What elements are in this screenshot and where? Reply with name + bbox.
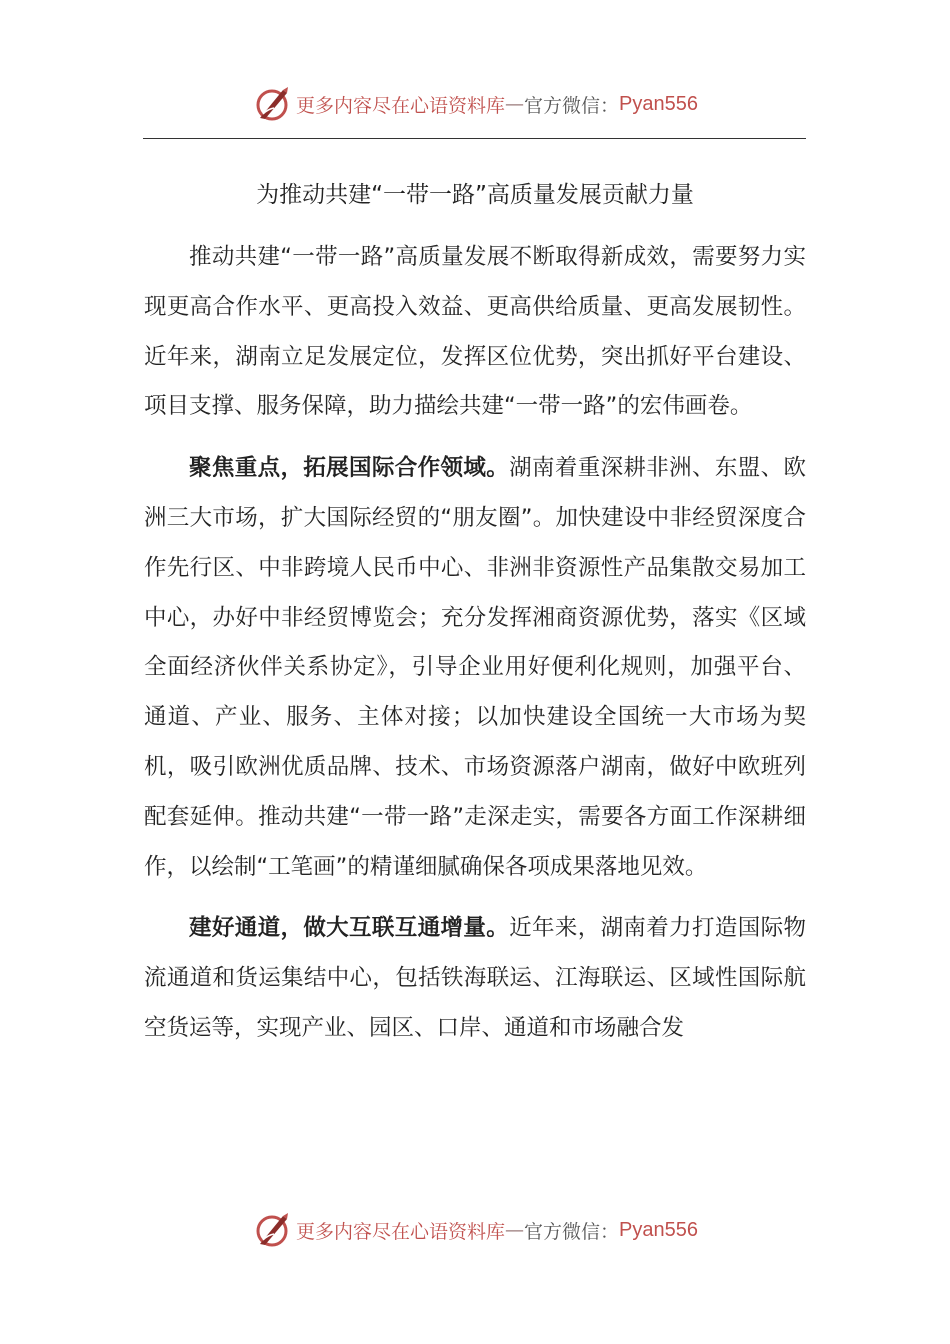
article-body [144,233,806,1054]
section-paragraph-1 [144,444,806,892]
header-official-label: 官方微信： [524,94,620,117]
section-1-text: 湖南着重深耕非洲、东盟、欧洲三大市场，扩大国际经贸的“朋友圈”。加快建设中非经贸深度合作先行区、中非跨境人民币中心、非洲非资源性产品集散交易加工中心，办好中非经贸博览会；充分发挥湘商资源优势，落实《区域全面经济伙伴关系协定》，引导企业用好便利化规则，加强平台、通道、产业、服务、主体对接；以加快建设全国统一大市场为契机，吸引欧洲优质品牌、技术、市场资源落户湖南，做好中欧班列配套延伸。推动共建“一带一路”走深走实，需要各方面工作深耕细作，以绘制“工笔画”的精谨细腻确保各项成果落地见效。 [144,455,806,880]
header-divider [143,138,806,139]
footer-official-label: 官方微信： [524,1220,620,1243]
header-dash: — [505,93,525,115]
quill-logo-icon [252,1210,292,1250]
footer-brand-text: 更多内容尽在心语资料库 [296,1220,506,1243]
article-title: 为推动共建“一带一路”高质量发展贡献力量 [256,182,694,208]
header-brand-text: 更多内容尽在心语资料库 [296,94,506,117]
footer-banner [0,1208,950,1252]
header-wechat-id: Pyan556 [619,92,698,115]
section-1-heading: 聚焦重点，拓展国际合作领域。 [189,455,510,482]
header-banner [0,82,950,126]
section-2-heading: 建好通道，做大互联互通增量。 [189,915,510,942]
footer-wechat-id: Pyan556 [619,1218,698,1241]
section-paragraph-2 [144,904,806,1053]
quill-logo-icon [252,84,292,124]
footer-dash: — [505,1219,525,1241]
section-2-text: 近年来，湖南着力打造国际物流通道和货运集结中心，包括铁海联运、江海联运、区域性国际航空货运等，实现产业、园区、口岸、通道和市场融合发 [144,915,806,1041]
intro-paragraph: 推动共建“一带一路”高质量发展不断取得新成效，需要努力实现更高合作水平、更高投入效益、更高供给质量、更高发展韧性。近年来，湖南立足发展定位，发挥区位优势，突出抓好平台建设、项目支撑、服务保障，助力描绘共建“一带一路”的宏伟画卷。 [144,244,806,420]
